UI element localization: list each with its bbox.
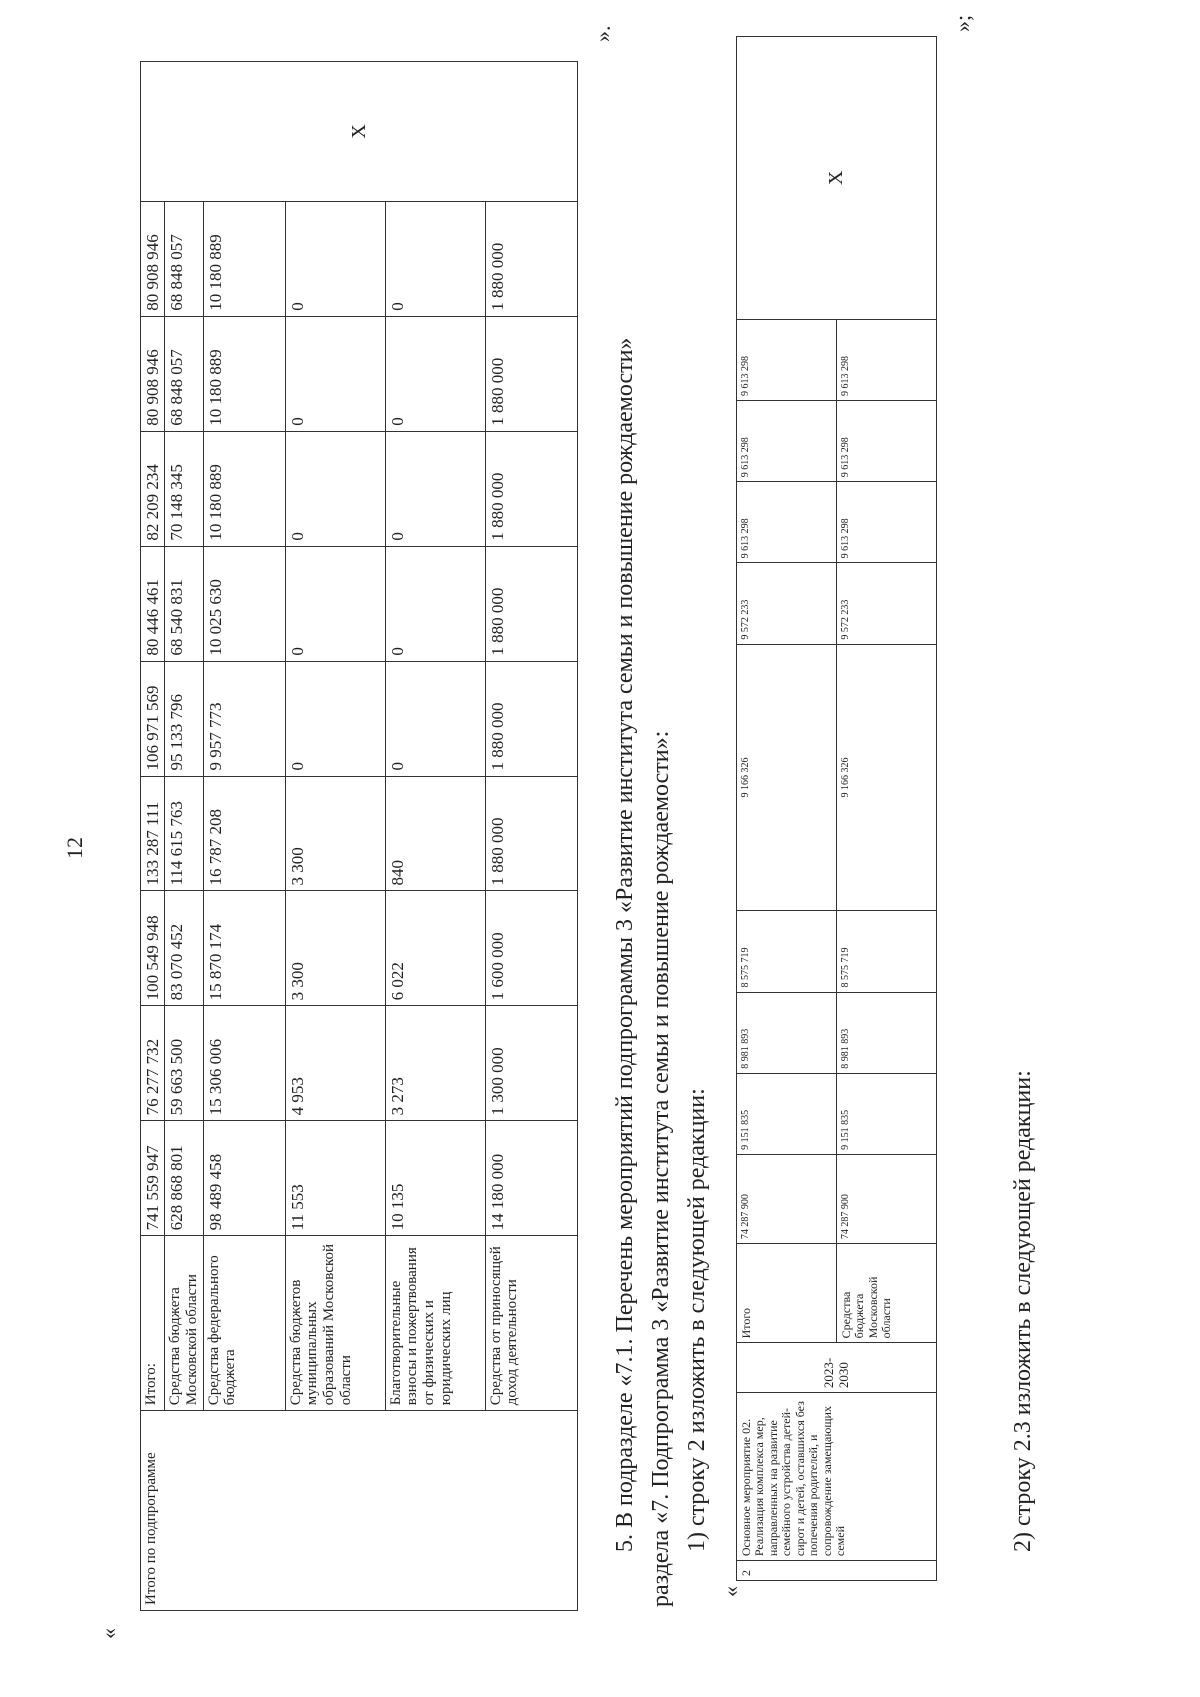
cell-total: 74 287 900 [837,1154,937,1243]
paragraph-section: раздела «7. Подпрограмма 3 «Развитие института семьи и повышение рождаемости»: [648,730,674,1607]
cell-value: 8 981 893 [837,992,937,1073]
cell-value: 8 575 719 [837,911,937,992]
table-row [385,62,485,1611]
row-label: Итого: [141,1236,165,1411]
cell-value: 9 613 298 [837,319,937,400]
cell-value: 3 300 [285,891,385,1006]
cell-value: 80 908 946 [141,201,165,316]
cell-value: 1 880 000 [485,431,577,546]
cell-value: 9 613 298 [837,482,937,563]
cell-value: 83 070 452 [165,891,204,1006]
cell-value: 0 [385,661,485,776]
paragraph-5: 5. В подразделе «7.1. Перечень мероприятий подпрограммы 3 «Развитие института семьи и повышение рождаемости» [612,337,638,1552]
table-row [141,62,165,1611]
cell-value: 10 025 630 [203,546,285,661]
row-label: Средства федерального бюджета [203,1236,285,1411]
x-mark: X [737,37,937,320]
paragraph-row-2: 1) строку 2 изложить в следующей редакции: [684,1088,710,1552]
cell-value: 59 663 500 [165,1006,204,1121]
cell-value: 10 180 889 [203,316,285,431]
cell-value: 1 880 000 [485,201,577,316]
cell-value: 68 848 057 [165,201,204,316]
cell-value: 741 559 947 [141,1121,165,1236]
measure-name: Основное мероприятие 02. Реализация комплекса мер, направленных на развитие семейного устройства детей-сирот и детей, оставшихся без попечения родителей, и сопровождение замещающих семей [737,1393,937,1561]
cell-value: 15 306 006 [203,1006,285,1121]
cell-value: 106 971 569 [141,661,165,776]
cell-value: 82 209 234 [141,431,165,546]
cell-value: 10 180 889 [203,201,285,316]
cell-value: 114 615 763 [165,776,204,891]
cell-value: 68 540 831 [165,546,204,661]
cell-value: 11 553 [285,1121,385,1236]
cell-value: 15 870 174 [203,891,285,1006]
table-row [203,62,285,1611]
cell-value: 80 908 946 [141,316,165,431]
cell-value: 68 848 057 [165,316,204,431]
cell-value: 0 [385,201,485,316]
cell-value: 0 [285,546,385,661]
cell-total: 74 287 900 [737,1154,837,1243]
cell-value: 628 868 801 [165,1121,204,1236]
cell-value: 70 148 345 [165,431,204,546]
cell-value: 8 981 893 [737,992,837,1073]
cell-value: 840 [385,776,485,891]
cell-value: 1 880 000 [485,776,577,891]
cell-value: 9 957 773 [203,661,285,776]
cell-value: 0 [285,316,385,431]
cell-value: 10 135 [385,1121,485,1236]
cell-value: 3 273 [385,1006,485,1121]
period: 2023-2030 [737,1343,937,1393]
cell-value: 9 613 298 [737,401,837,482]
cell-value: 76 277 732 [141,1006,165,1121]
measure-table [736,36,937,1581]
table-row [165,62,204,1611]
cell-value: 14 180 000 [485,1121,577,1236]
cell-value: 0 [285,431,385,546]
quote-open: « [718,1586,743,1597]
table-row [485,62,577,1611]
cell-value: 133 287 111 [141,776,165,891]
cell-value: 9 151 835 [737,1073,837,1154]
cell-value: 8 575 719 [737,911,837,992]
row-label: Средства от приносящей доход деятельности [485,1236,577,1411]
cell-value: 1 880 000 [485,316,577,431]
cell-value: 0 [385,431,485,546]
row-label: Средства бюджетов муниципальных образований Московской области [285,1236,385,1411]
cell-value: 0 [285,661,385,776]
table-row [285,62,385,1611]
cell-value: 9 613 298 [737,482,837,563]
cell-value: 9 151 835 [837,1073,937,1154]
cell-value: 4 953 [285,1006,385,1121]
quote-close: »; [950,14,975,32]
cell-value: 0 [385,316,485,431]
cell-value: 80 446 461 [141,546,165,661]
cell-value: 1 300 000 [485,1006,577,1121]
quote-close: ». [590,25,615,42]
row-label: Благотворительные взносы и пожертвования от физических и юридических лиц [385,1236,485,1411]
cell-value: 10 180 889 [203,431,285,546]
x-mark: X [141,62,578,202]
row-label: Средства бюджета Московской области [837,1244,937,1343]
row-title: Итого по подпрограмме [141,1411,578,1611]
cell-value: 100 549 948 [141,891,165,1006]
cell-value: 9 572 233 [737,563,837,644]
page-number: 12 [62,837,87,859]
cell-value: 0 [385,546,485,661]
cell-value: 1 880 000 [485,546,577,661]
row-number: 2 [737,1561,937,1581]
quote-open: « [96,1628,121,1639]
cell-value: 6 022 [385,891,485,1006]
cell-value: 3 300 [285,776,385,891]
cell-value: 9 613 298 [737,319,837,400]
cell-value: 95 133 796 [165,661,204,776]
cell-value: 9 613 298 [837,401,937,482]
table-row [737,37,837,1581]
cell-value: 9 572 233 [837,563,937,644]
cell-value: 9 166 326 [737,644,837,911]
cell-value: 98 489 458 [203,1121,285,1236]
cell-value: 16 787 208 [203,776,285,891]
cell-value: 1 600 000 [485,891,577,1006]
row-label: Итого [737,1244,837,1343]
paragraph-row-2-3: 2) строку 2.3 изложить в следующей редакции: [1010,1070,1036,1552]
cell-value: 9 166 326 [837,644,937,911]
cell-value: 0 [285,201,385,316]
cell-value: 1 880 000 [485,661,577,776]
subprogram-total-table [140,61,578,1611]
row-label: Средства бюджета Московской области [165,1236,204,1411]
